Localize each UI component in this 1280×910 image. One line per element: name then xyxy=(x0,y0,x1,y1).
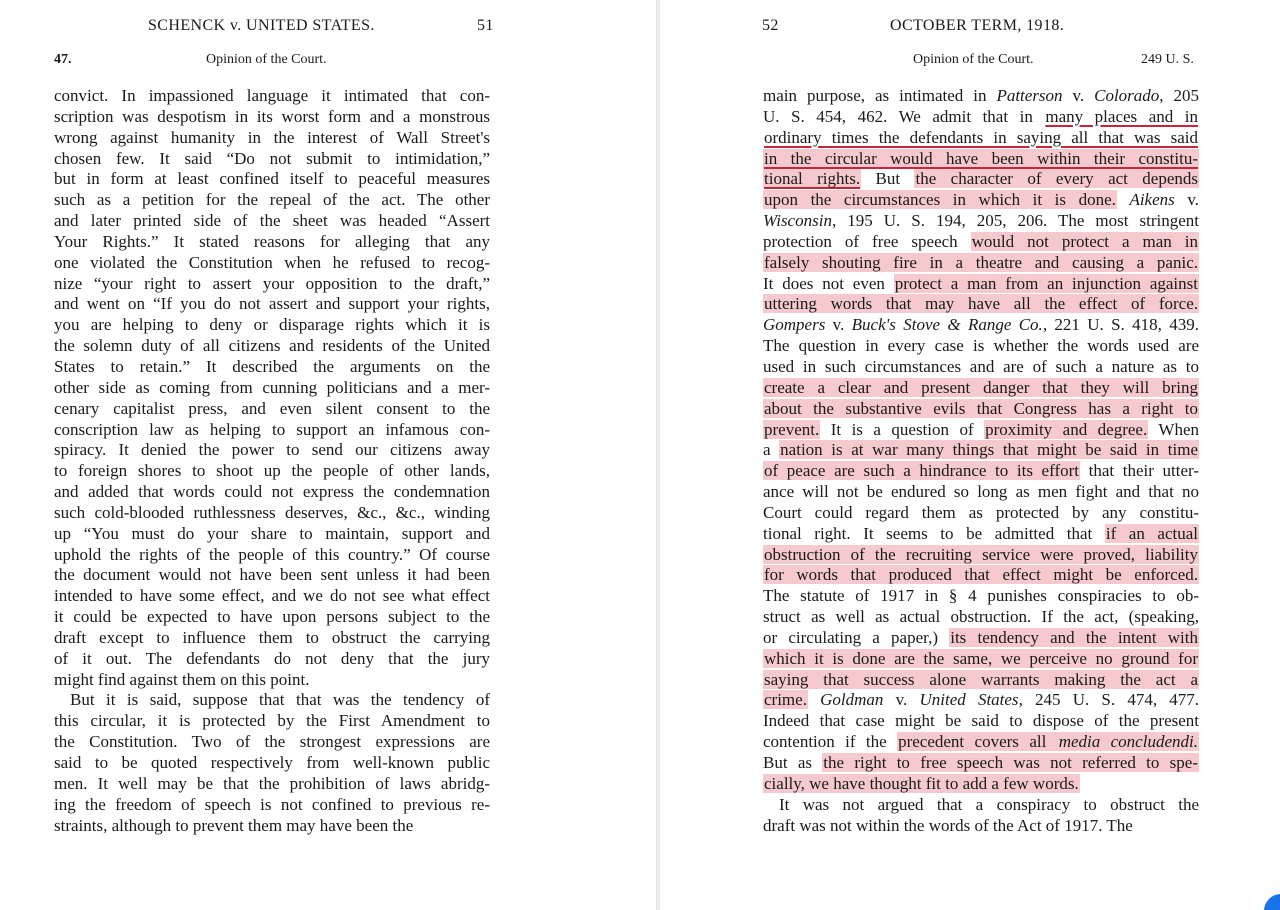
highlighted-text: cially, we have thought fit to add a few words. xyxy=(764,773,1079,793)
text-line: conscription law as helping to support an infamous con- xyxy=(54,419,490,439)
text-line: spiracy. It denied the power to send our citizens away xyxy=(54,440,490,460)
text-line: nize “your right to assert your opposition to the draft,” xyxy=(54,273,490,293)
highlighted-text: saying that success alone warrants making the act a xyxy=(764,669,1198,689)
text-line: wrong against humanity in the interest of Wall Street's xyxy=(54,127,490,147)
text-line xyxy=(763,711,1199,732)
text-segment: , 221 U. S. 418, 439. xyxy=(1042,315,1199,335)
page-number: 52 xyxy=(762,17,779,34)
text-line xyxy=(763,211,1199,232)
text-line xyxy=(763,440,1199,461)
text-segment: It is a question of xyxy=(820,419,985,439)
text-segment: Buck's Stove & Range Co. xyxy=(851,315,1043,335)
text-line: States to retain.” It described the arguments on the xyxy=(54,356,490,376)
text-line: and went on “If you do not assert and support your rights, xyxy=(54,294,490,314)
text-line xyxy=(763,294,1199,315)
highlighted-text: for words that produced that effect might be enforced. xyxy=(764,565,1198,585)
highlighted-text: proximity and degree. xyxy=(985,419,1148,439)
text-line: intended to have some effect, and we do not see what effect xyxy=(54,586,490,606)
text-line xyxy=(763,169,1199,190)
text-line xyxy=(763,253,1199,274)
text-segment: Patterson xyxy=(996,86,1063,105)
text-segment: tional right. It seems to be admitted that xyxy=(763,523,1105,543)
text-segment: But as xyxy=(763,753,823,772)
text-segment: United States xyxy=(919,690,1019,710)
text-line: the Constitution. Two of the strongest expressions are xyxy=(54,732,490,752)
text-line xyxy=(763,232,1199,253)
text-line xyxy=(763,690,1199,711)
highlighted-text: create a clear and present danger that they will bring xyxy=(764,377,1198,397)
highlighted-text: many places and in xyxy=(1045,106,1198,126)
opinion-subhead: Opinion of the Court. xyxy=(206,52,327,67)
text-segment: Wisconsin xyxy=(763,211,832,231)
text-segment: The question in every case is whether the words used are xyxy=(763,336,1199,356)
text-line: draft except to influence them to obstruct the carrying xyxy=(54,627,490,647)
text-line: but in form at least confined itself to peaceful measures xyxy=(54,169,490,189)
text-segment xyxy=(808,690,820,709)
text-line xyxy=(763,378,1199,399)
text-segment: It was not argued that a conspiracy to obstruct the xyxy=(779,794,1199,814)
text-segment: The statute of 1917 in § 4 punishes conspiracies to ob- xyxy=(763,586,1199,606)
text-line: might find against them on this point. xyxy=(54,669,310,689)
text-line: and added that words could not express the condemnation xyxy=(54,482,490,502)
text-line: other side as coming from cunning politicians and a mer- xyxy=(54,377,490,397)
text-segment: It does not even xyxy=(763,273,894,293)
text-segment: v. xyxy=(1174,190,1199,210)
text-line xyxy=(763,86,1199,107)
text-segment: protection of free speech xyxy=(763,231,971,251)
text-segment: main purpose, as intimated in xyxy=(763,86,997,105)
text-line: scription was despotism in its worst form and a monstrous xyxy=(54,106,490,126)
text-line xyxy=(763,461,1199,482)
right-page xyxy=(660,0,1280,910)
highlighted-text: uttering words that may have all the effect of force. xyxy=(764,294,1198,314)
text-line xyxy=(763,107,1199,128)
text-line xyxy=(763,128,1199,149)
text-line xyxy=(763,565,1199,586)
text-line xyxy=(763,795,1199,816)
text-segment: a xyxy=(763,440,780,460)
highlighted-text: about the substantive evils that Congress has a right to xyxy=(764,398,1198,418)
text-segment: Aikens xyxy=(1129,190,1175,210)
volume-label: 249 U. S. xyxy=(1141,52,1194,67)
text-line xyxy=(763,607,1199,628)
text-line xyxy=(763,274,1199,295)
text-line xyxy=(763,670,1199,691)
text-line: said to be quoted respectively from well-known public xyxy=(54,753,490,772)
highlighted-text: precedent covers all xyxy=(898,732,1057,752)
text-line xyxy=(763,628,1199,649)
text-line: one violated the Constitution when he refused to recog- xyxy=(54,252,490,272)
text-line xyxy=(763,420,1199,441)
text-segment: contention if the xyxy=(763,732,898,752)
highlighted-text: obstruction of the recruiting service were proved, liability xyxy=(764,544,1198,564)
text-segment: Colorado xyxy=(1094,86,1160,105)
highlighted-text: ordinary times the defendants in saying all that was said xyxy=(764,127,1198,147)
text-segment: v. xyxy=(825,315,852,335)
text-line: to foreign shores to shoot up the people of other lands, xyxy=(54,461,490,481)
text-line: the document would not have been sent unless it had been xyxy=(54,565,490,585)
text-segment: v. xyxy=(1062,86,1095,105)
text-line xyxy=(763,545,1199,566)
text-segment: , 205 xyxy=(1159,86,1200,105)
text-line: up “You must do your share to maintain, support and xyxy=(54,523,490,543)
running-head: SCHENCK v. UNITED STATES. xyxy=(148,17,375,34)
right-body-text xyxy=(763,86,1199,836)
text-segment: ance will not be endured so long as men fight and that no xyxy=(763,482,1199,502)
text-segment: Goldman xyxy=(820,690,884,710)
text-line xyxy=(763,315,1199,336)
text-line: the solemn duty of all citizens and residents of the United xyxy=(54,336,490,356)
highlighted-text: falsely shouting fire in a theatre and causing a panic. xyxy=(764,252,1198,272)
text-line xyxy=(763,482,1199,503)
text-line: uphold the rights of the people of this country.” Of course xyxy=(54,544,490,564)
running-head: OCTOBER TERM, 1918. xyxy=(890,17,1065,34)
highlighted-text: if an actual xyxy=(1105,523,1199,543)
text-line xyxy=(763,649,1199,670)
highlighted-text: in the circular would have been within their constitu- xyxy=(764,148,1198,168)
highlighted-text: nation is at war many things that might be said in time xyxy=(780,440,1198,460)
text-segment: draft was not within the words of the Act of 1917. The xyxy=(763,815,1133,835)
page-number: 51 xyxy=(477,17,494,34)
text-line xyxy=(763,336,1199,357)
text-segment: Court could regard them as protected by any constitu- xyxy=(763,502,1199,522)
text-line: and later printed side of the sheet was headed “Assert xyxy=(54,211,490,231)
highlighted-text: upon the circumstances in which it is done. xyxy=(764,190,1116,210)
text-segment: Indeed that case might be said to dispose of the present xyxy=(763,711,1199,731)
text-line: of it out. The defendants do not deny that the jury xyxy=(54,648,490,668)
text-line: Your Rights.” It stated reasons for alleging that any xyxy=(54,231,490,251)
text-segment: U. S. 454, 462. We admit that in xyxy=(763,106,1045,126)
text-line xyxy=(763,732,1199,753)
text-line: such as a petition for the repeal of the act. The other xyxy=(54,190,490,210)
text-segment: that their utter- xyxy=(1080,461,1199,481)
highlighted-text: media concludendi. xyxy=(1058,732,1198,752)
highlighted-text: prevent. xyxy=(764,419,820,439)
text-line: cenary capitalist press, and even silent consent to the xyxy=(54,398,490,418)
text-line xyxy=(763,586,1199,607)
text-line xyxy=(763,357,1199,378)
highlighted-text: protect a man from an injunction against xyxy=(894,273,1198,293)
highlighted-text: its tendency and the intent with xyxy=(950,627,1198,647)
text-line xyxy=(763,190,1199,211)
highlighted-text: of peace are such a hindrance to its effort xyxy=(764,461,1080,481)
text-segment: , 245 U. S. 474, 477. xyxy=(1018,690,1200,710)
text-line xyxy=(763,524,1199,545)
case-number: 47. xyxy=(54,52,72,67)
text-line xyxy=(763,816,1199,837)
highlighted-text: crime. xyxy=(764,690,807,710)
highlighted-text: which it is done are the same, we perceive no ground for xyxy=(764,648,1198,668)
text-segment xyxy=(1117,190,1130,209)
text-line: straints, although to prevent them may have been the xyxy=(54,815,414,835)
text-segment: or circulating a paper,) xyxy=(763,627,950,647)
text-segment: v. xyxy=(883,690,920,710)
text-line: such cold-blooded ruthlessness deserves, &c., &c., winding xyxy=(54,502,490,522)
text-segment: But xyxy=(861,169,915,189)
left-body-text xyxy=(54,86,490,836)
text-line: But it is said, suppose that that was the tendency of xyxy=(70,690,490,710)
floating-action-button[interactable] xyxy=(1264,894,1280,910)
text-line: this circular, it is protected by the First Amendment to xyxy=(54,711,490,731)
text-line: it could be expected to have upon persons subject to the xyxy=(54,607,490,627)
text-line: convict. In impassioned language it intimated that con- xyxy=(54,86,490,105)
text-line xyxy=(763,503,1199,524)
highlighted-text: the right to free speech was not referred to spe- xyxy=(823,753,1198,772)
text-line xyxy=(763,149,1199,170)
text-segment: struct as well as actual obstruction. If the act, (speaking, xyxy=(763,607,1199,627)
text-line xyxy=(763,753,1199,774)
text-segment: used in such circumstances and are of such a nature as to xyxy=(763,356,1199,376)
highlighted-text: the character of every act depends xyxy=(915,169,1198,189)
text-segment: Gompers xyxy=(763,315,826,335)
text-line xyxy=(763,399,1199,420)
text-segment: , 195 U. S. 194, 205, 206. The most stringent xyxy=(831,211,1199,231)
opinion-subhead: Opinion of the Court. xyxy=(913,52,1034,67)
text-line: ing the freedom of speech is not confined to previous re- xyxy=(54,794,490,814)
text-line: men. It well may be that the prohibition of laws abridg- xyxy=(54,773,490,793)
text-line: you are helping to deny or disparage rights which it is xyxy=(54,315,490,335)
highlighted-text: would not protect a man in xyxy=(971,231,1198,251)
text-line: chosen few. It said “Do not submit to intimidation,” xyxy=(54,148,490,168)
text-line xyxy=(763,774,1199,795)
highlighted-text: tional rights. xyxy=(764,169,861,189)
text-segment: When xyxy=(1148,419,1199,439)
